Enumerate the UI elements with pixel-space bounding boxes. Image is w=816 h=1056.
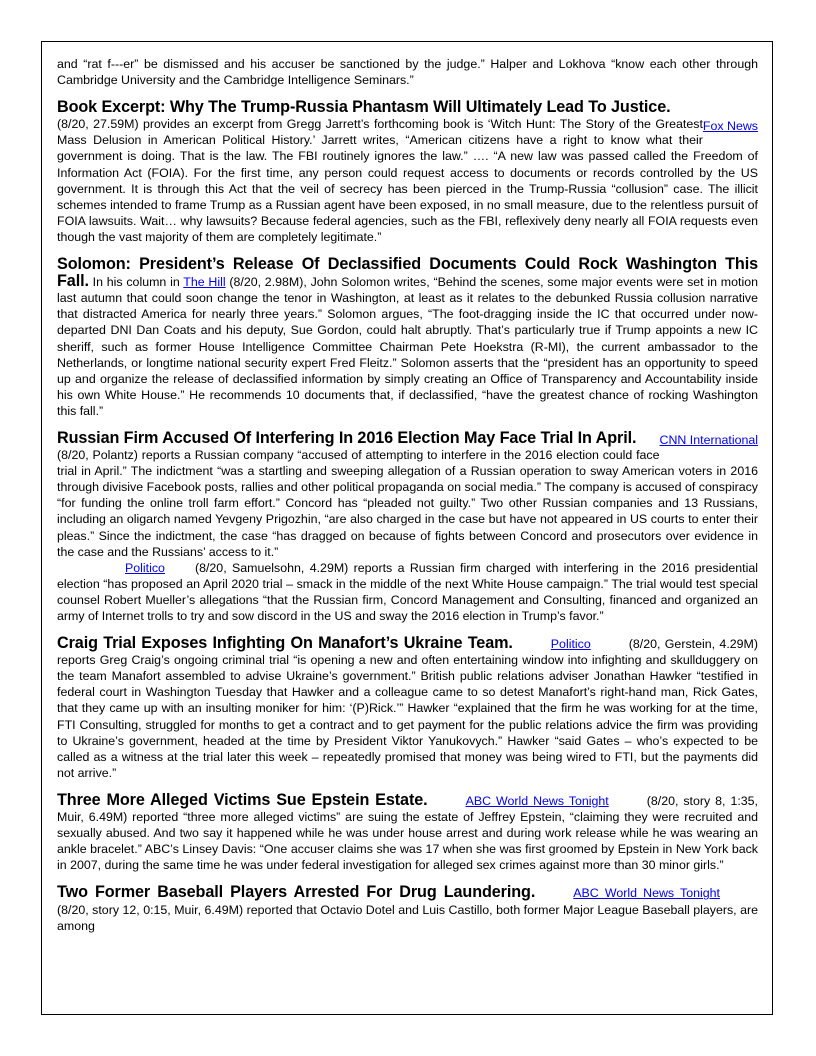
source-link-cnn-international[interactable]: CNN International	[659, 432, 758, 447]
story-meta: (8/20, Gerstein, 4.29M)	[628, 637, 758, 652]
story-baseball-players	[57, 884, 758, 933]
story-epstein-estate	[57, 792, 758, 873]
story-body: 6.49M) reported “three more alleged victims” are suing the estate of Jeffrey Epstein, “claiming they were recruited and sexually abused. And two say it happened while he was under house arrest and during work release while he was wearing an ankle bracelet.” ABC’s Linsey Davis: “One accuser claims she was 17 when she was first groomed by Epstein in New York back in 2007, during the same time he was under federal investigation for alleged sex crimes against more than 30 minor girls.”	[57, 810, 758, 873]
source-link-abc-world-news-tonight[interactable]: ABC World News Tonight	[573, 886, 720, 901]
story-headline: Solomon: President’s Release Of Declassified Documents Could Rock Washington This Fall.	[57, 255, 758, 291]
story-lead: In his column in	[92, 275, 180, 290]
story-russian-firm-trial	[57, 430, 758, 624]
source-link-politico[interactable]: Politico	[550, 637, 591, 652]
source-link-politico[interactable]: Politico	[125, 560, 165, 575]
story-headline: Craig Trial Exposes Infighting On Manafort’s Ukraine Team.	[57, 634, 513, 653]
source-link-fox-news[interactable]: Fox News	[702, 119, 758, 134]
story-craig-trial	[57, 635, 758, 781]
fragment-paragraph: and “rat f---er” be dismissed and his accuser be sanctioned by the judge.” Halper and Lokhova “know each other through Cambridge University and the Cambridge Intelligence Seminars.”	[57, 57, 758, 88]
news-clips-page	[57, 56, 758, 934]
story-body: (8/20, 27.59M) provides an excerpt from Gregg Jarrett’s forthcoming book is ‘Witch Hunt: The Story of the Greatest Mass Delusion in American Political History.’ Jarrett writes, “American citizens have a right to know what their government is doing. That is the law. The FBI routinely ignores the law.” …. “A new law was passed called the Freedom of Information Act (FOIA). For the first time, any person could request access to documents or records controlled by the US government. It is through this Act that the veil of secrecy has been pierced in the Trump-Russia “collusion” case. The illicit schemes intended to frame Trump as a Russian agent have been exposed, in no small measure, due to the relentless pursuit of FOIA lawsuits. Wait… why lawsuits? Because federal agencies, such as the FBI, reflexively deny nearly all FOIA requests even though the vast majority of them are completely legitimate.”	[57, 117, 758, 244]
story-meta: (8/20,	[57, 902, 89, 917]
story-trump-russia-excerpt	[57, 99, 758, 245]
source-link-abc-world-news-tonight[interactable]: ABC World News Tonight	[465, 793, 609, 808]
story-body-2: (8/20, Samuelsohn, 4.29M) reports a Russian firm charged with interfering in the 2016 presidential election “has proposed an April 2020 trial – smack in the middle of the next White House campaign.” The trial would test special counsel Robert Mueller’s allegations “that the Russian firm, Concord Management and Consulting, financed and organized an army of Internet trolls to try and sow discord in the US and sway the 2016 election in Trump’s favor.”	[57, 560, 758, 623]
story-body: reports Greg Craig’s ongoing criminal trial “is opening a new and often entertaining window into infighting and skullduggery on the team Manafort assembled to advise Ukraine’s government.” British public relations adviser Jonathan Hawker “testified in federal court in Washington Tuesday that Hawker and a colleague came to so detest Manafort’s right-hand man, Rick Gates, that they came up with an insulting moniker for him: ‘(P)Rick.’” Hawker “explained that the firm he was working for at the time, FTI Consulting, struggled for months to get a contract and to get payment for the public relations advice the firm was providing to Ukraine’s government, headed at the time by President Viktor Yanukovych.” Hawker “said Gates – who’s expected to be called as a witness at the trial later this week – repeatedly promised that money was being wired to FTI, but the payments did not arrive.”	[57, 653, 758, 780]
story-body: (8/20, 2.98M), John Solomon writes, “Behind the scenes, some major events were set in motion last autumn that could soon change the tenor in Washington, at least as it relates to the debunked Russia collusion narrative that distracted America for nearly three years.” Solomon argues, “The foot-dragging inside the IC that occurred under now-departed DNI Dan Coats and his deputy, Sue Gordon, could halt abruptly. That’s particularly true if Trump appoints a new IC sheriff, such as former House Intelligence Committee Chairman Pete Hoekstra (R-MI), the current ambassador to the Netherlands, or longtime national security expert Fred Fleitz.” Solomon asserts that the “president has an opportunity to speed up and organize the release of declassified information by simply creating an Office of Transparency and Accountability inside his own White House.” He recommends 10 documents that, if declassified, “have the greatest chance of rocking Washington this fall.”	[57, 275, 758, 418]
story-headline: Russian Firm Accused Of Interfering In 2016 Election May Face Trial In April.	[57, 428, 637, 447]
story-headline: Book Excerpt: Why The Trump-Russia Phantasm Will Ultimately Lead To Justice.	[57, 98, 671, 117]
story-body: story 12, 0:15, Muir, 6.49M) reported that Octavio Dotel and Luis Castillo, both former Major League Baseball players, are among	[57, 902, 758, 933]
story-headline: Three More Alleged Victims Sue Epstein Estate.	[57, 790, 428, 809]
source-link-the-hill[interactable]: The Hill	[183, 275, 226, 290]
story-meta: (8/20, story 8, 1:35, Muir,	[57, 793, 759, 825]
story-body: (8/20, Polantz) reports a Russian company “accused of attempting to interfere in the 2016 election could face trial in April.” The indictment “was a startling and sweeping allegation of a Russian operation to sway American voters in 2016 through divisive Facebook posts, rallies and other political propaganda on social media.” The company is accused of conspiracy “for funding the online troll farm effort.” Concord has “pleaded not guilty.” Two other Russian companies and 13 Russians, including an oligarch named Yevgeny Prigozhin, “are also charged in the case but have not appeared in US courts to enter their pleas.” Since the indictment, the case “has dragged on because of fights between Concord and prosecutors over evidence in the case and the Russians’ access to it.”	[57, 448, 758, 559]
story-solomon-declassified	[57, 256, 758, 419]
story-headline: Two Former Baseball Players Arrested For Drug Laundering.	[57, 883, 536, 902]
